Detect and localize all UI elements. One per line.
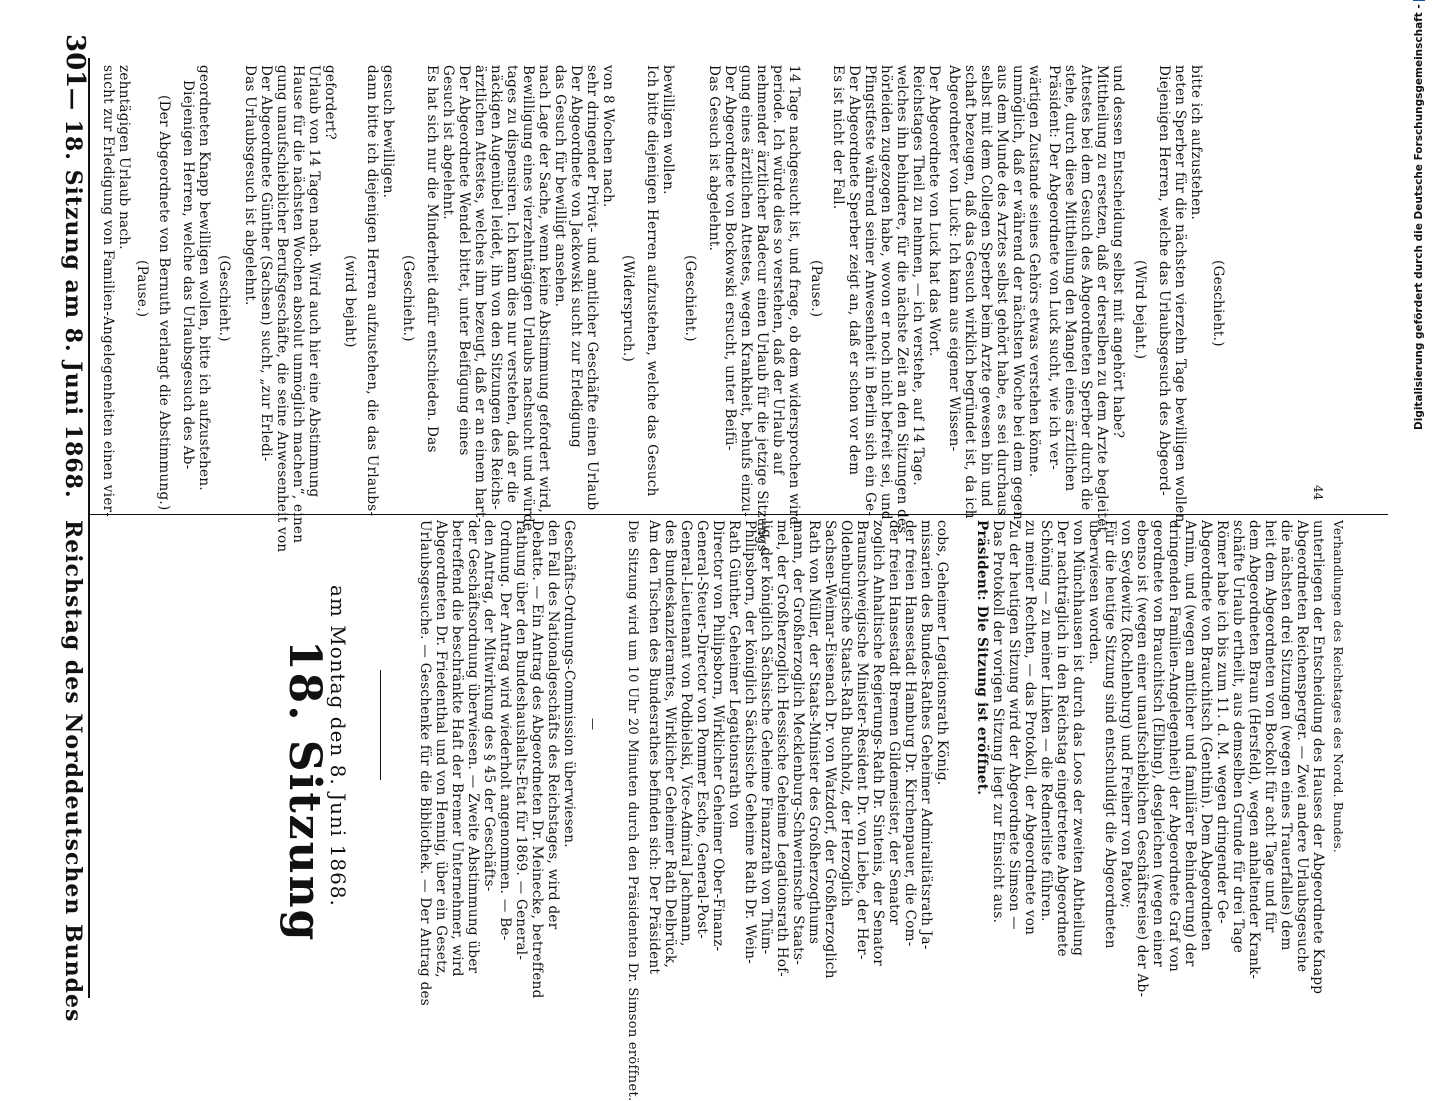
- attendance-line: der freien Hansestadt Hamburg Dr. Kirchenpauer, die Com-: [902, 520, 918, 947]
- proceedings-line: von Münchhausen ist durch das Loos der zweiten Abtheilung: [1070, 520, 1086, 957]
- right-line: periode. Ich würde dies so verstehen, daß der Urlaub auf: [770, 65, 786, 475]
- right-line: Reichstages Theil zu nehmen, — ich verstehe, auf 14 Tage.: [910, 65, 926, 486]
- right-line: (Geschieht.): [400, 255, 416, 342]
- summary-line: Abgeordneten Dr. Friedenthal und von Hennig, über ein Gesetz,: [433, 520, 449, 978]
- right-line: (Geschieht.): [216, 255, 232, 342]
- running-header-right: — 18. Sitzung am 8. Juni 1868.: [60, 88, 86, 499]
- right-line: dann bitte ich diejenigen Herren aufzustehen, die das Urlaubs-: [364, 65, 380, 517]
- right-line: Der Abgeordnete von Jackowski sucht zur Erledigung: [568, 65, 584, 448]
- attendance-line: missarien des Bundes-Rathes Geheimer Admiralitätsrath Ja-: [918, 520, 934, 950]
- attendance-line: General-Steuer-Director von Pommer Esche, General-Post-: [694, 520, 710, 939]
- right-line: Der Abgeordnete von Luck hat das Wort.: [926, 65, 942, 357]
- title-divider: [380, 670, 381, 780]
- attendance-line: cobs, Geheimer Legationsrath König.: [934, 520, 950, 786]
- right-line: Bewilligung eines vierzehntägigen Urlaubs nachsucht und würde: [520, 65, 536, 532]
- proceedings-line: Arnim, und (wegen amtlicher und familiärer Behinderung) der: [1182, 520, 1198, 967]
- right-line: gung unaufschieblicher Berufsgeschäfte, die seine Anwesenheit von: [274, 65, 290, 553]
- proceedings-line: zu meiner Rechten, — das Protokoll, der Abgeordnete von: [1022, 520, 1038, 936]
- proceedings-line: Für die heutige Sitzung sind entschuldigt die Abgeordneten: [1102, 520, 1118, 949]
- summary-line: der Geschäftsordnung überwiesen. — Zweite Abstimmung über: [465, 520, 481, 974]
- right-line: Pfingstfeste während seiner Anwesenheit in Berlin sich ein Ge-: [862, 65, 878, 517]
- summary-line: rathung über den Bundeshaushalts-Etat für 1869. — General-: [513, 520, 529, 961]
- summary-line: Ordnung. Der Antrag wird wiederholt angenommen. — Be-: [497, 520, 513, 941]
- proceedings-line: Das Protokoll der vorigen Sitzung liegt zur Einsicht aus.: [990, 520, 1006, 924]
- summary-line: betreffend die beschränkte Haft der Bremer Unternehmer, wird: [449, 520, 465, 977]
- right-line: geordneten Knapp bewilligen wollen, bitte ich aufzustehen.: [196, 65, 212, 491]
- right-line: Das Gesuch ist abgelehnt.: [706, 65, 722, 252]
- proceedings-line: dringenden Familien-Angelegenheit) der Abgeordnete Graf von: [1166, 520, 1182, 972]
- summary-line: Debatte. — Ein Antrag des Abgeordneten Dr. Meinecke, betreffend: [529, 520, 545, 999]
- right-line: Attestes bei dem Gesuch des Abgeordneten Sperber durch die: [1078, 65, 1094, 511]
- right-line: (Pause.): [808, 260, 824, 318]
- proceedings-line: Der nachträglich in den Reichstag eingetretene Abgeordnete: [1054, 520, 1070, 957]
- right-line: Mittheilung zu ersetzen, daß er derselben zu dem Arzte begleitet: [1094, 65, 1110, 533]
- right-line: Hause für die nächsten Wochen absolut unmöglich machen“, einen: [290, 65, 306, 544]
- right-line: das Gesuch für bewilligt ansehen.: [552, 65, 568, 308]
- right-line: Das Urlaubsgesuch ist abgelehnt.: [242, 65, 258, 306]
- right-line: tages zu dispensiren. Ich kann dies nur verstehen, daß er die: [504, 65, 520, 504]
- right-line: aus dem Munde des Arztes selbst gehört habe, es sei durchaus: [994, 65, 1010, 516]
- proceedings-line: Abgeordneten Reichensperger. — Zwei andere Urlaubsgesuche: [1294, 520, 1310, 973]
- attendance-line: lig, der königlich Sächsische Geheime Finanzrath von Thüm-: [758, 520, 774, 955]
- proceedings-line: unterliegen der Entscheidung des Hauses der Abgeordnete Knapp: [1310, 520, 1326, 995]
- proceedings-line: geordnete von Brauchitsch (Elbing), desgleichen (wegen einer: [1150, 520, 1166, 968]
- header-rule: [88, 58, 90, 998]
- right-line: wärtigen Zustande seines Gehörs etwas verstehen könne.: [1026, 65, 1042, 478]
- right-line: Abgeordneter von Luck: Ich kann aus eigener Wissen-: [946, 65, 962, 452]
- right-line: gefordert?: [322, 65, 338, 140]
- attendance-line: zoglich Anhaltische Regierungs-Rath Dr. Sintenis, der Senator: [870, 520, 886, 967]
- sheet-signature: 44: [1311, 485, 1325, 501]
- session-title: 18. Sitzung: [279, 640, 330, 943]
- right-line: ärztlichen Attestes, welches ihm bezeugt, daß er an einem hart-: [472, 65, 488, 523]
- right-line: Diejenigen Herren, welche das Urlaubsgesuch des Abgeord-: [1156, 65, 1172, 496]
- right-line: Der Abgeordnete Sperber zeigt an, daß er schon vor dem: [846, 65, 862, 476]
- attendance-line: Am den Tischen des Bundesrathes befinden sich: Der Präsident: [646, 520, 662, 975]
- right-line: sucht zur Erledigung von Familien-Angelegenheiten einen vier-: [100, 65, 116, 518]
- right-line: Ich bitte diejenigen Herren aufzustehen, welche das Gesuch: [644, 65, 660, 497]
- proceedings-footer: Verhandlungen des Reichstages des Nordd. Bundes.: [1331, 520, 1345, 854]
- right-line: stehe, durch diese Mittheilung den Mangel eines ärztlichen: [1062, 65, 1078, 492]
- right-line: Der Abgeordnete Günther (Sachsen) sucht, „zur Erledi-: [258, 65, 274, 462]
- right-line: (Wird bejaht.): [1132, 260, 1148, 360]
- proceedings-line: überwiesen worden.: [1086, 520, 1102, 665]
- right-line: nach Lage der Sache, wenn keine Abstimmung gefordert wird,: [536, 65, 552, 514]
- attendance-line: Rath Günther, Geheimer Legationsrath von: [726, 520, 742, 829]
- right-line: (Geschieht.): [1210, 260, 1226, 347]
- right-line: Es ist nicht der Fall.: [830, 65, 846, 210]
- right-line: näckigen Augenübel leidet, ihn von den Sitzungen des Reichs-: [488, 65, 504, 510]
- attendance-line: Braunschweigische Minister-Resident Dr. von Liebe, der Her-: [854, 520, 870, 960]
- proceedings-line: ebenso ist (wegen einer unaufschieblichen Geschäftsreise) der Ab-: [1134, 520, 1150, 998]
- proceedings-line: Römer habe ich bis zum 11. d. M. wegen dringender Ge-: [1214, 520, 1230, 925]
- summary-line: den Fall des Nationalgeschäfts des Reichstages, wird der: [545, 520, 561, 930]
- right-line: gung eines ärztlichen Attestes, wegen Krankheit, behufs einzu-: [738, 65, 754, 518]
- running-header-left: Reichstag des Norddeutschen Bundes: [60, 520, 86, 1023]
- separator-mark: —: [586, 718, 600, 730]
- attendance-line: Philipsborn, der königlich Sächsische Geheime Rath Dr. Wein-: [742, 520, 758, 965]
- right-line: von 8 Wochen nach.: [600, 65, 616, 208]
- proceedings-line: Abgeordnete von Brauchitsch (Genthin). Dem Abgeordneten: [1198, 520, 1214, 952]
- right-line: Der Abgeordnete Wendel bittet, unter Beifügung eines: [456, 65, 472, 456]
- proceedings-line: schäfte Urlaub ertheilt, aus demselben Grunde für drei Tage: [1230, 520, 1246, 954]
- proceedings-line: dem Abgeordneten Braun (Hersfeld), wegen anhaltender Krank-: [1246, 520, 1262, 980]
- right-line: (Geschieht.): [682, 255, 698, 342]
- session-subtitle: am Montag den 8. Juni 1868.: [326, 585, 350, 907]
- page-number: 301: [60, 34, 90, 89]
- right-line: gesuch bewilligen.: [380, 65, 396, 199]
- right-line: selbst mit dem Collegen Sperber beim Arzte gewesen bin und: [978, 65, 994, 508]
- right-line: welches ihn behindere, für die nächste Zeit an den Sitzungen des: [894, 65, 910, 534]
- dfg-attribution: [1413, 0, 1425, 430]
- right-line: sehr dringender Privat- und amtlicher Geschäfte einen Urlaub: [584, 65, 600, 511]
- proceedings-line: heit dem Abgeordneten von Bockolt für acht Tage und für: [1262, 520, 1278, 933]
- right-line: Präsident: Der Abgeordnete von Luck sucht, wie ich ver-: [1046, 65, 1062, 471]
- proceedings-line: Zu der heutigen Sitzung wird der Abgeordnete Simson —: [1006, 520, 1022, 930]
- attendance-line: mel, der Großherzoglich Hessische Geheime Legationsrath Hof-: [774, 520, 790, 977]
- right-line: bitte ich aufzustehen.: [1188, 65, 1204, 221]
- right-line: hörleiden zugezogen habe, wovon er noch nicht befreit sei, und: [878, 65, 894, 520]
- attendance-line: der freien Hansestadt Bremen Gildemeister, der Senator: [886, 520, 902, 926]
- right-line: und dessen Entscheidung selbst mit angehört habe?: [1110, 65, 1126, 439]
- summary-line: den Antrag, der Mitwirkung des § 45 der Geschäfts-: [481, 520, 497, 892]
- proceedings-line: Präsident: Die Sitzung ist eröffnet.: [974, 520, 990, 796]
- right-line: neten Sperber für die nächsten vierzehn Tage bewilligen wollen,: [1172, 65, 1188, 528]
- right-line: 14 Tage nachgesucht ist, und frage, ob dem widersprochen wird.: [786, 65, 802, 530]
- dfg-attribution-text: Digitalisierung gefördert durch die Deutsche Forschungsgemeinschaft -: [1413, 4, 1425, 430]
- opening-statement: Die Sitzung wird um 10 Uhr 20 Minuten durch den Präsidenten Dr. Simson eröffnet.: [625, 520, 640, 1101]
- right-line: (Pause.): [134, 260, 150, 318]
- attendance-line: Sachsen-Weimar-Eisenach Dr. von Watzdorf, der Großherzoglich: [822, 520, 838, 979]
- proceedings-line: von Seydewitz (Rochlenburg) und Freiherr von Patow;: [1118, 520, 1134, 909]
- right-line: Diejenigen Herren, welche das Urlaubsgesuch des Ab-: [180, 80, 196, 470]
- right-line: Gesuch ist abgelehnt.: [440, 65, 456, 220]
- summary-line: Geschäfts-Ordnungs-Commission überwiesen.: [561, 520, 577, 848]
- right-line: zehntägigen Urlaub nach.: [116, 65, 132, 250]
- right-line: Es hat sich nur die Minderheit dafür entschieden. Das: [424, 65, 440, 453]
- attendance-line: Director von Philipsborn, Wirklicher Geheimer Ober-Finanz-: [710, 520, 726, 952]
- attendance-line: mann, der Großherzoglich Mecklenburg-Schwerinsche Staats-: [790, 520, 806, 966]
- right-line: (Der Abgeordnete von Bernuth verlangt die Abstimmung.): [156, 95, 172, 511]
- right-line: bewilligen wollen.: [660, 65, 676, 195]
- attendance-line: Rath von Müller, der Staats-Minister des Großherzogthums: [806, 520, 822, 945]
- right-line: (Widerspruch.): [620, 255, 636, 363]
- right-line: unmöglich, daß er während der nächsten Woche bei dem gegen-: [1010, 65, 1026, 526]
- right-line: Urlaub von 14 Tagen nach. Wird auch hier eine Abstimmung: [306, 65, 322, 498]
- right-line: schaft bezeugen, daß das Gesuch wirklich begründet ist, da ich: [962, 65, 978, 519]
- right-line: (wird bejaht): [342, 255, 358, 348]
- attendance-line: Oldenburgische Staats-Rath Buchholz, der Herzoglich: [838, 520, 854, 907]
- right-line: Der Abgeordnete von Bockowski ersucht, unter Beifü-: [722, 65, 738, 451]
- proceedings-line: die nächsten drei Sitzungen (wegen eines Trauerfalles) dem: [1278, 520, 1294, 951]
- proceedings-line: Schöning — zu meiner Linken — die Rednerliste führen.: [1038, 520, 1054, 922]
- right-line: nehmender ärztlicher Badecur einen Urlaub für die jetzige Sitzungs-: [754, 65, 770, 557]
- attendance-line: General-Lieutenant von Podbielski, Vice-Admiral Jachmann,: [678, 520, 694, 947]
- attendance-line: des Bundeskanzleramtes, Wirklicher Geheimer Rath Delbrück,: [662, 520, 678, 969]
- dfg-logo: [1413, 0, 1425, 1]
- summary-line: Urlaubsgesuche. — Geschenke für die Bibliothek. — Der Antrag des: [417, 520, 433, 1007]
